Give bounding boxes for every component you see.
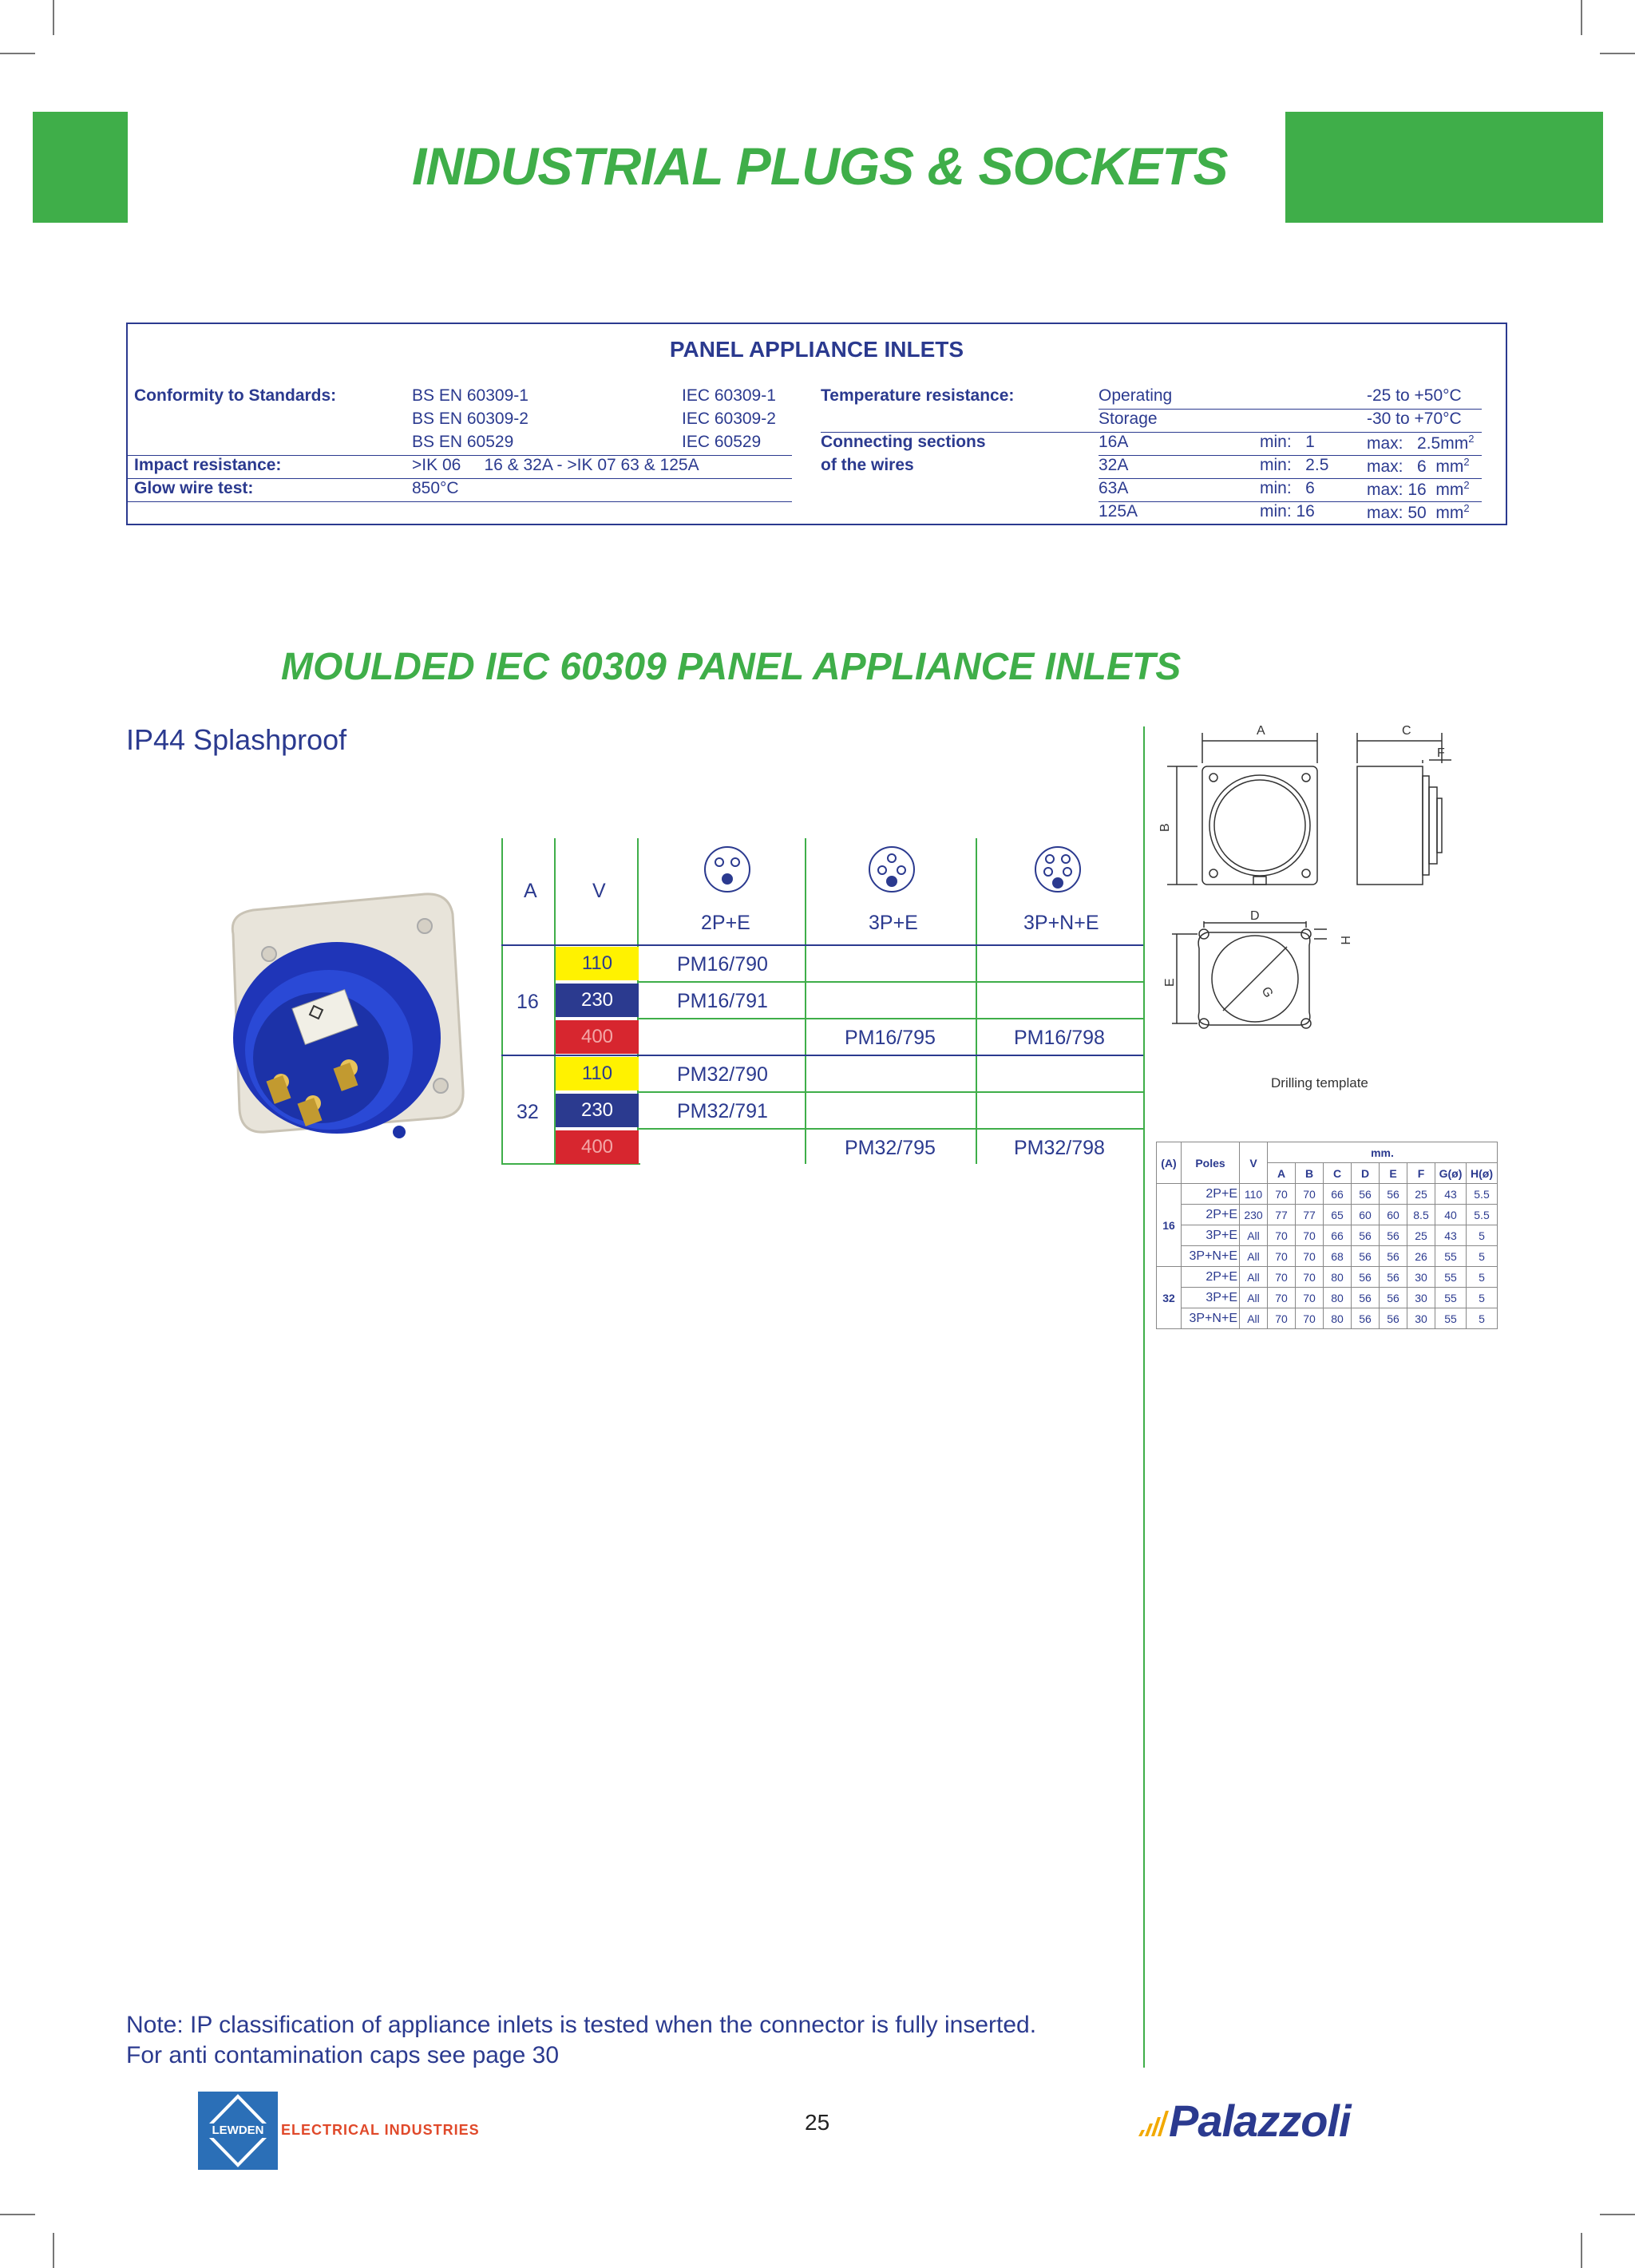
table-row (1157, 1184, 1498, 1205)
crop-mark (1600, 2214, 1635, 2215)
conn-max (1367, 502, 1470, 523)
dims-head-poles: Poles (1182, 1142, 1240, 1184)
temp-row-value: -25 to +50°C (1367, 386, 1462, 405)
dims-value-cell: 43 (1435, 1225, 1467, 1246)
page-title: INDUSTRIAL PLUGS & SOCKETS (412, 137, 1228, 196)
dims-v-cell: All (1240, 1288, 1268, 1308)
dims-col-header: G(ø) (1435, 1163, 1467, 1184)
dims-value-cell: 8.5 (1407, 1205, 1435, 1225)
temp-label: Temperature resistance: (821, 386, 1015, 405)
dims-head-v: V (1240, 1142, 1268, 1184)
dims-value-cell: 55 (1435, 1267, 1467, 1288)
table-line (501, 838, 503, 1164)
dim-label-a: A (1257, 724, 1265, 738)
standard-en: BS EN 60309-1 (412, 386, 529, 405)
socket-3p-e-icon (869, 846, 915, 893)
dims-col-header: E (1380, 1163, 1407, 1184)
voltage-cell: 400 (556, 1020, 639, 1054)
dims-value-cell: 5 (1467, 1308, 1498, 1329)
dims-col-header: D (1352, 1163, 1380, 1184)
note-line-1: Note: IP classification of appliance inlets is tested when the connector is fully inserted. (126, 2012, 1037, 2038)
dims-value-cell: 60 (1380, 1205, 1407, 1225)
dims-value-cell: 5 (1467, 1267, 1498, 1288)
column-divider (1143, 726, 1145, 2068)
header-green-block-left (33, 112, 128, 223)
voltage-cell: 230 (556, 1094, 639, 1127)
dims-value-cell: 80 (1324, 1267, 1352, 1288)
header-green-block-right (1285, 112, 1603, 223)
dim-label-e: E (1163, 978, 1177, 987)
table-row (1157, 1246, 1498, 1267)
dims-value-cell: 56 (1352, 1246, 1380, 1267)
dims-value-cell: 70 (1268, 1225, 1296, 1246)
dims-value-cell: 25 (1407, 1184, 1435, 1205)
dims-value-cell: 55 (1435, 1288, 1467, 1308)
conn-max (1367, 433, 1474, 453)
dims-value-cell: 70 (1268, 1267, 1296, 1288)
dims-value-cell: 56 (1352, 1267, 1380, 1288)
temp-row-name: Operating (1099, 386, 1173, 405)
standard-iec: IEC 60309-2 (682, 410, 776, 428)
voltage-cell: 110 (556, 1057, 639, 1090)
amp-value: 32 (517, 1101, 539, 1123)
dims-value-cell: 43 (1435, 1184, 1467, 1205)
dims-value-cell: 56 (1380, 1225, 1407, 1246)
dims-value-cell: 65 (1324, 1205, 1352, 1225)
dims-col-header: H(ø) (1467, 1163, 1498, 1184)
conn-max-sup: 2 (1463, 456, 1470, 468)
dimensions-table (1156, 1142, 1498, 1329)
dims-value-cell: 30 (1407, 1288, 1435, 1308)
table-row (1157, 1205, 1498, 1225)
conn-label: Connecting sections (821, 433, 986, 451)
dims-v-cell: All (1240, 1246, 1268, 1267)
voltage-cell: 400 (556, 1130, 639, 1164)
col-header-poles: 3P+E (869, 912, 918, 934)
dims-col-header: F (1407, 1163, 1435, 1184)
dims-v-cell: 110 (1240, 1184, 1268, 1205)
conn-max-text: max: 50 mm (1367, 504, 1464, 522)
conformity-label: Conformity to Standards: (134, 386, 337, 405)
dims-poles-cell: 2P+E (1182, 1267, 1240, 1288)
table-row-rule (637, 981, 1143, 983)
dims-value-cell: 66 (1324, 1225, 1352, 1246)
palazzoli-bars-icon (1137, 2106, 1169, 2138)
table-row (1157, 1288, 1498, 1308)
dims-head-mm: mm. (1268, 1142, 1498, 1163)
conn-min: min: 2.5 (1260, 456, 1329, 474)
dims-value-cell: 5.5 (1467, 1184, 1498, 1205)
conn-min: min: 16 (1260, 502, 1315, 520)
section-subtitle: IP44 Splashproof (126, 723, 347, 756)
table-row (1157, 1225, 1498, 1246)
palazzoli-word: Palazzoli (1169, 2096, 1351, 2146)
dims-value-cell: 56 (1380, 1308, 1407, 1329)
standard-en: BS EN 60309-2 (412, 410, 529, 428)
conn-amp: 32A (1099, 456, 1129, 474)
temp-row-value: -30 to +70°C (1367, 410, 1462, 428)
table-row (1157, 1267, 1498, 1288)
glow-label: Glow wire test: (134, 479, 254, 497)
lewden-word: LEWDEN (212, 2124, 264, 2137)
dim-label-h: H (1338, 936, 1352, 945)
dims-value-cell: 70 (1296, 1225, 1324, 1246)
product-code-cell: PM32/791 (677, 1100, 768, 1122)
conn-max (1367, 479, 1470, 500)
product-code-cell: PM32/790 (677, 1063, 768, 1086)
dims-value-cell: 5 (1467, 1246, 1498, 1267)
conn-max-sup: 2 (1463, 502, 1470, 514)
conn-max-text: max: 6 mm (1367, 457, 1464, 476)
crop-mark (0, 53, 35, 54)
dims-value-cell: 55 (1435, 1246, 1467, 1267)
conn-min: min: 6 (1260, 479, 1315, 497)
dim-label-c: C (1402, 724, 1411, 738)
product-code-cell: PM16/798 (1014, 1027, 1105, 1049)
dims-value-cell: 5 (1467, 1288, 1498, 1308)
dims-value-cell: 26 (1407, 1246, 1435, 1267)
dims-v-cell: All (1240, 1308, 1268, 1329)
conn-min: min: 1 (1260, 433, 1315, 451)
dims-col-header: B (1296, 1163, 1324, 1184)
conn-amp: 125A (1099, 502, 1138, 520)
section-title: MOULDED IEC 60309 PANEL APPLIANCE INLETS (281, 646, 1182, 688)
dims-value-cell: 80 (1324, 1308, 1352, 1329)
conn-label: of the wires (821, 456, 914, 474)
dims-amp-cell: 16 (1157, 1184, 1182, 1267)
dims-value-cell: 56 (1352, 1308, 1380, 1329)
dims-value-cell: 68 (1324, 1246, 1352, 1267)
table-line (805, 838, 806, 1164)
standard-en: BS EN 60529 (412, 433, 514, 451)
product-code-cell: PM32/795 (845, 1137, 936, 1159)
dims-value-cell: 80 (1324, 1288, 1352, 1308)
dims-value-cell: 70 (1296, 1308, 1324, 1329)
dims-value-cell: 56 (1380, 1184, 1407, 1205)
table-row-rule (637, 1091, 1143, 1093)
dims-col-header: A (1268, 1163, 1296, 1184)
dim-label-f: F (1437, 746, 1445, 760)
crop-mark (1581, 2233, 1582, 2268)
dims-value-cell: 70 (1268, 1184, 1296, 1205)
dims-value-cell: 70 (1268, 1288, 1296, 1308)
conn-max-sup: 2 (1468, 433, 1475, 445)
dims-value-cell: 60 (1352, 1205, 1380, 1225)
amp-value: 16 (517, 991, 539, 1013)
conn-max (1367, 456, 1470, 477)
dims-value-cell: 70 (1296, 1184, 1324, 1205)
col-header-a: A (524, 880, 537, 902)
product-code-cell: PM32/798 (1014, 1137, 1105, 1159)
impact-label: Impact resistance: (134, 456, 282, 474)
crop-mark (53, 2233, 54, 2268)
dim-label-b: B (1158, 823, 1172, 832)
product-code-cell: PM16/790 (677, 953, 768, 976)
dims-value-cell: 66 (1324, 1184, 1352, 1205)
dims-value-cell: 70 (1296, 1267, 1324, 1288)
table-row-rule (637, 1018, 1143, 1019)
lewden-logo (198, 2092, 278, 2170)
dim-label-g: G (1258, 984, 1276, 1000)
dims-poles-cell: 2P+E (1182, 1205, 1240, 1225)
col-header-poles: 3P+N+E (1023, 912, 1099, 934)
product-code-cell: PM16/791 (677, 990, 768, 1012)
socket-2p-e-icon (704, 846, 750, 893)
dims-value-cell: 25 (1407, 1225, 1435, 1246)
crop-mark (0, 2214, 35, 2215)
crop-mark (53, 0, 54, 35)
dims-poles-cell: 3P+N+E (1182, 1246, 1240, 1267)
voltage-cell: 110 (556, 947, 639, 980)
crop-mark (1581, 0, 1582, 35)
socket-3p-n-e-icon (1035, 846, 1081, 893)
dims-value-cell: 5 (1467, 1225, 1498, 1246)
dimension-drawing (1150, 718, 1453, 1102)
glow-value: 850°C (412, 479, 459, 497)
dims-v-cell: All (1240, 1267, 1268, 1288)
dims-value-cell: 56 (1352, 1225, 1380, 1246)
conn-max-text: max: 16 mm (1367, 481, 1464, 499)
dims-value-cell: 40 (1435, 1205, 1467, 1225)
dims-col-header: C (1324, 1163, 1352, 1184)
spec-title: PANEL APPLIANCE INLETS (669, 337, 964, 362)
drilling-template-caption: Drilling template (1271, 1075, 1368, 1090)
dim-label-d: D (1250, 909, 1260, 923)
dims-value-cell: 56 (1380, 1246, 1407, 1267)
note-line-2: For anti contamination caps see page 30 (126, 2042, 560, 2068)
dims-head-a: (A) (1157, 1142, 1182, 1184)
table-line (976, 838, 977, 1164)
divider (128, 501, 792, 502)
page-number: 25 (805, 2110, 830, 2135)
dims-value-cell: 5.5 (1467, 1205, 1498, 1225)
dims-value-cell: 70 (1296, 1288, 1324, 1308)
voltage-cell: 230 (556, 984, 639, 1017)
table-row-rule (637, 1128, 1143, 1130)
impact-value: >IK 06 16 & 32A - >IK 07 63 & 125A (412, 456, 699, 474)
dims-value-cell: 70 (1296, 1246, 1324, 1267)
dims-value-cell: 77 (1268, 1205, 1296, 1225)
dims-poles-cell: 3P+E (1182, 1288, 1240, 1308)
col-header-v: V (592, 880, 606, 902)
dims-poles-cell: 3P+N+E (1182, 1308, 1240, 1329)
dims-value-cell: 55 (1435, 1308, 1467, 1329)
dims-amp-cell: 32 (1157, 1267, 1182, 1329)
dims-value-cell: 77 (1296, 1205, 1324, 1225)
product-code-cell: PM16/795 (845, 1027, 936, 1049)
dims-v-cell: 230 (1240, 1205, 1268, 1225)
standard-iec: IEC 60529 (682, 433, 762, 451)
conn-amp: 16A (1099, 433, 1129, 451)
conn-max-sup: 2 (1463, 479, 1470, 491)
conn-amp: 63A (1099, 479, 1129, 497)
table-group-rule (501, 1055, 1143, 1056)
dims-value-cell: 56 (1352, 1288, 1380, 1308)
dims-value-cell: 70 (1268, 1246, 1296, 1267)
dims-value-cell: 56 (1352, 1184, 1380, 1205)
temp-row-name: Storage (1099, 410, 1158, 428)
standard-iec: IEC 60309-1 (682, 386, 776, 405)
table-header-rule (501, 944, 1143, 946)
dims-v-cell: All (1240, 1225, 1268, 1246)
crop-mark (1600, 53, 1635, 54)
dims-value-cell: 30 (1407, 1267, 1435, 1288)
dims-value-cell: 56 (1380, 1288, 1407, 1308)
panel-inlet-photo (209, 878, 481, 1158)
dims-value-cell: 56 (1380, 1267, 1407, 1288)
table-row (1157, 1308, 1498, 1329)
dims-poles-cell: 2P+E (1182, 1184, 1240, 1205)
conn-max-text: max: 2.5mm (1367, 434, 1469, 453)
dims-value-cell: 30 (1407, 1308, 1435, 1329)
dims-value-cell: 70 (1268, 1308, 1296, 1329)
col-header-poles: 2P+E (701, 912, 750, 934)
lewden-tagline: ELECTRICAL INDUSTRIES (281, 2122, 480, 2138)
spec-box (126, 323, 1507, 525)
dims-poles-cell: 3P+E (1182, 1225, 1240, 1246)
